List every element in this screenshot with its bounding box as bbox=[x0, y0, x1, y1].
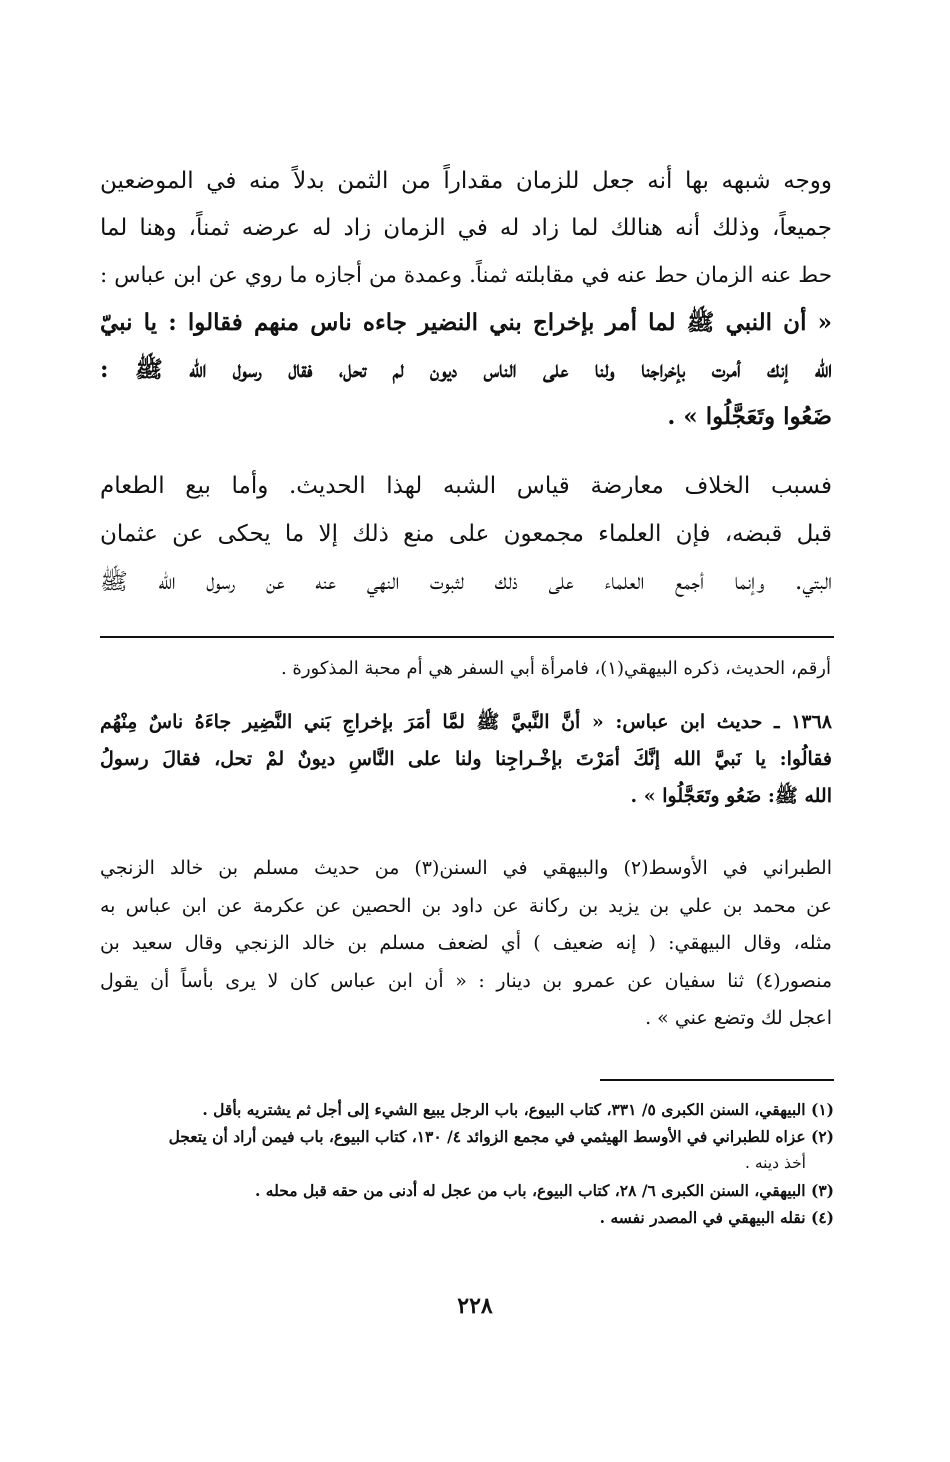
hadith-line: الله ﷺ: ضَعُو وتَعَجَّلُوا » . bbox=[630, 785, 832, 807]
footnote-2-continuation: أخذ دينه . bbox=[744, 1154, 806, 1172]
takhrij-line: منصور(٤) ثنا سفيان عن عمرو بن دينار : « أن ابن عباس كان لا يرى بأساً أن يقول bbox=[100, 969, 832, 992]
hadith-quote-line: الله إنك أمرت بإخراجنا ولنا على الناس ديون لم تحل، فقال رسول الله ﷺ : bbox=[100, 356, 832, 383]
takhrij-line: اعجل لك وتضع عني » . bbox=[645, 1007, 832, 1029]
main-paragraph-1 bbox=[100, 158, 832, 440]
main-line: البتي. وإنما أجمع العلماء على ذلك لثبوت النهي عنه عن رسول الله ﷺ bbox=[100, 569, 832, 595]
footnotes bbox=[100, 1096, 834, 1231]
main-line: قبل قبضه، فإن العلماء مجمعون على منع ذلك إلا ما يحكى عن عثمان bbox=[100, 521, 832, 547]
commentary-note bbox=[205, 652, 831, 686]
hadith-quote-line: « أن النبي ﷺ لما أمر بإخراج بني النضير جاءه ناس منهم فقالوا : يا نبيّ bbox=[100, 309, 832, 336]
footnote-3: (٣) البيهقي، السنن الكبرى ٦/ ٢٨، كتاب البيوع، باب من عجل له أدنى من حقه قبل محله . bbox=[255, 1181, 834, 1200]
takhrij-line: الطبراني في الأوسط(٢) والبيهقي في السنن(٣) من حديث مسلم بن خالد الزنجي bbox=[100, 857, 832, 879]
hadith-quote-line: ضَعُوا وتَعَجَّلُوا » . bbox=[667, 403, 832, 430]
footnote-1: (١) البيهقي، السنن الكبرى ٥/ ٣٣١، كتاب البيوع، باب الرجل يبيع الشيء إلى أجل ثم يشتريه بأقل . bbox=[202, 1100, 834, 1119]
page-number: ٢٢٨ bbox=[457, 1293, 493, 1319]
main-text-separator bbox=[100, 636, 834, 638]
hadith-line: فقالُوا: يا نَبيَّ الله إنَّكَ أمَرْتَ بإخْـراجِنا ولنا على النَّاسِ ديونٌ لمْ تحل، فقالَ رسولُ bbox=[100, 748, 832, 770]
takhrij-paragraph bbox=[100, 850, 832, 1038]
commentary-line: أرقم، الحديث، ذكره البيهقي(١)، فامرأة أبي السفر هي أم محبة المذكورة . bbox=[280, 658, 831, 679]
footnote-separator bbox=[600, 1079, 834, 1081]
main-line: ووجه شبهه بها أنه جعل للزمان مقداراً من الثمن بدلاً منه في الموضعين bbox=[100, 168, 832, 194]
hadith-1368 bbox=[100, 704, 832, 815]
footnote-4: (٤) نقله البيهقي في المصدر نفسه . bbox=[599, 1208, 834, 1227]
main-line: جميعاً، وذلك أنه هنالك لما زاد له في الزمان زاد له عرضه ثمناً، وهنا لما bbox=[100, 215, 832, 241]
main-line: فسبب الخلاف معارضة قياس الشبه لهذا الحديث. وأما بيع الطعام bbox=[100, 473, 832, 499]
hadith-line: ١٣٦٨ ـ حديث ابن عباس: « أنَّ النَّبيَّ ﷺ لمَّا أمَرَ بإخراجِ بَني النَّضِير جاءَهُ ناسٌ مِنْهُم bbox=[100, 711, 832, 733]
takhrij-line: عن محمد بن علي بن يزيد بن ركانة عن داود بن الحصين عن عكرمة عن ابن عباس به bbox=[100, 894, 832, 917]
main-line: حط عنه الزمان حط عنه في مقابلته ثمناً. وعمدة من أجازه ما روي عن ابن عباس : bbox=[100, 263, 832, 288]
main-paragraph-2 bbox=[100, 462, 832, 606]
takhrij-line: مثله، وقال البيهقي: ( إنه ضعيف ) أي لضعف مسلم بن خالد الزنجي وقال سعيد بن bbox=[100, 932, 832, 954]
footnote-2: (٢) عزاه للطبراني في الأوسط الهيثمي في مجمع الزوائد ٤/ ١٣٠، كتاب البيوع، باب فيمن أراد أن يتعجل bbox=[168, 1127, 834, 1146]
